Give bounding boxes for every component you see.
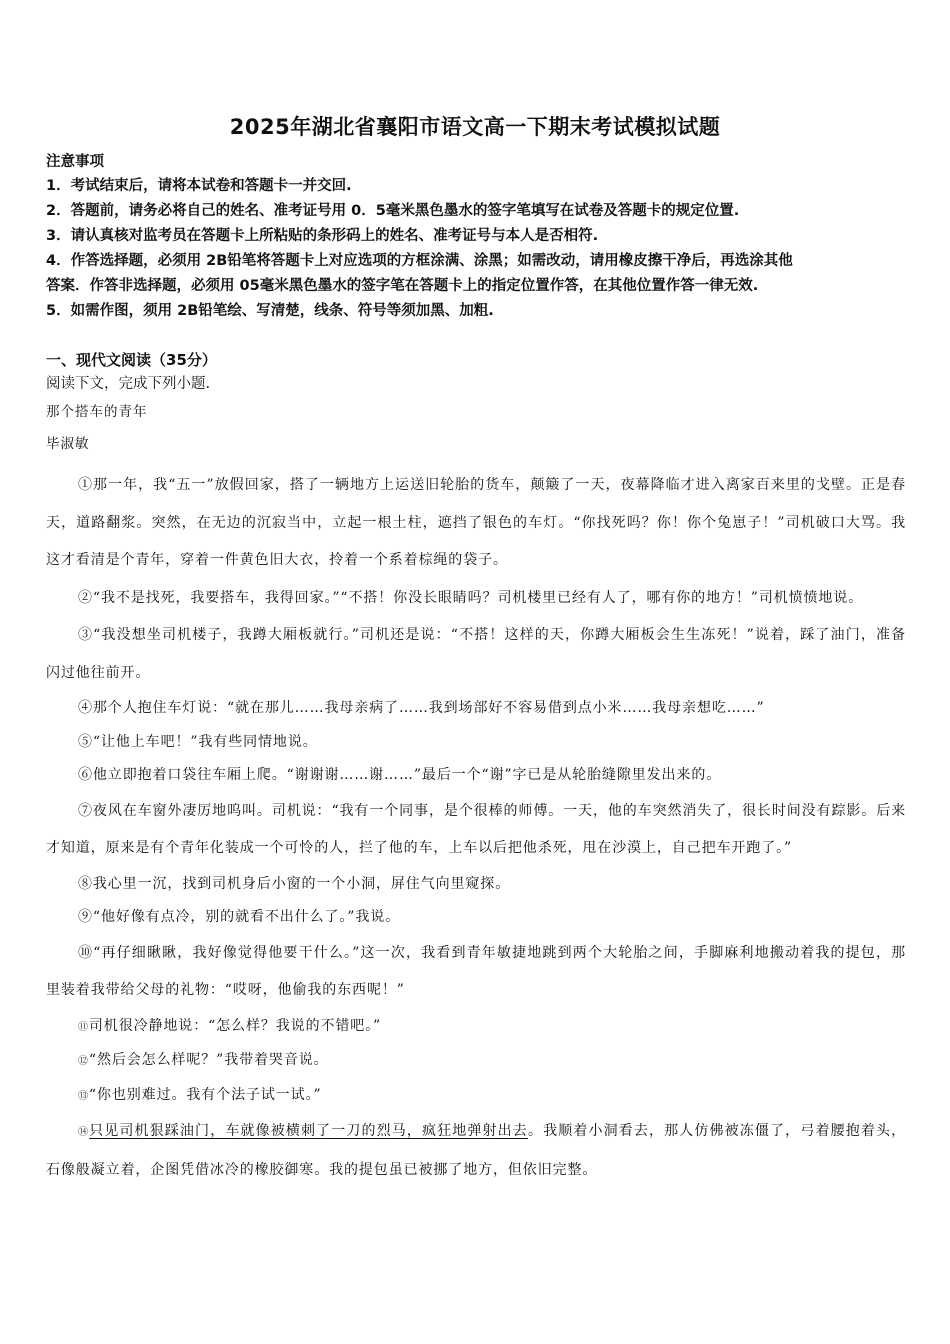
paragraph-number: ① <box>78 477 94 493</box>
paragraph <box>46 1113 906 1189</box>
notice-item: 答案．作答非选择题，必须用 05毫米黑色墨水的签字笔在答题卡上的指定位置作答，在其他位置作答一律无效. <box>46 278 759 294</box>
notice-item: 5．如需作图，须用 2B铅笔绘、写清楚，线条、符号等须加黑、加粗. <box>46 303 494 319</box>
paragraph-number: ⑧ <box>78 875 93 892</box>
paragraph <box>46 580 906 618</box>
paragraph-number: ⑦ <box>78 802 93 819</box>
paragraph <box>46 726 906 760</box>
underlined-sentence: 只见司机狠踩油门，车就像被横刺了一刀的烈马，疯狂地弹射出去 <box>89 1123 528 1139</box>
paragraph-text: “他好像有点冷，别的就看不出什么了。”我说。 <box>92 909 401 925</box>
section-instruction: 阅读下文，完成下列小题. <box>46 376 211 392</box>
paragraph-number: ⑫ <box>78 1056 89 1067</box>
paragraph-text: “你也别难过。我有个法子试一试。” <box>88 1086 322 1103</box>
story-author: 毕淑敏 <box>46 436 90 452</box>
paragraph-number: ⑨ <box>78 909 93 925</box>
paragraph <box>46 617 906 692</box>
paragraph-text: “我没想坐司机楼子，我蹲大厢板就行。”司机还是说：“不搭！这样的天，你蹲大厢板会生生冻死！”说着，踩了油门，准备闪过他往前开。 <box>46 627 906 681</box>
story-title: 那个搭车的青年 <box>46 404 148 420</box>
notice-item: 3．请认真核对监考员在答题卡上所粘贴的条形码上的姓名、准考证号与本人是否相符. <box>46 228 599 244</box>
paragraph <box>46 793 906 868</box>
paragraph-text: 他立即抱着口袋往车厢上爬。“谢谢谢……谢……”最后一个“谢”字已是从轮胎缝隙里发出来的。 <box>92 767 722 783</box>
paragraph <box>46 467 906 580</box>
paragraph-number: ③ <box>78 627 94 643</box>
paragraph-number: ⑬ <box>78 1090 89 1102</box>
paragraph-number: ④ <box>78 700 93 716</box>
paragraph <box>46 901 906 935</box>
paragraph <box>46 692 906 726</box>
paragraph-number: ② <box>78 589 93 606</box>
paragraph-text: “我不是找死，我要搭车，我得回家。”“不搭！你没长眼睛吗？司机楼里已经有人了，哪有你的地方！”司机愤愤地说。 <box>92 589 864 606</box>
paragraph-number: ⑤ <box>78 733 93 750</box>
paragraph-text: 我心里一沉，找到司机身后小窗的一个小洞，屏住气向里窥探。 <box>92 875 511 892</box>
paragraph-text: 那一年，我“五一”放假回家，搭了一辆地方上运送旧轮胎的货车，颠簸了一天，夜幕降临才进入离家百来里的戈壁。正是春天，道路翻浆。突然，在无边的沉寂当中，立起一根土柱，遮挡了银色的车灯。“你找死吗？你！你个兔崽子！”司机破口大骂。我这才看清是个青年，穿着一件黄色旧大衣，拎着一个系着棕绳的袋子。 <box>46 477 907 568</box>
paragraph-text: 。我顺着小洞看去，那人仿佛被冻僵了，弓着腰抱着头，石像般凝立着，企图凭借冰冷的橡胶御寒。我的提包虽已被挪了地方，但依旧完整。 <box>46 1123 907 1178</box>
paragraph-text: 那个人抱住车灯说：“就在那儿……我母亲病了……我到场部好不容易借到点小米……我母亲想吃……” <box>92 700 765 716</box>
reading-section-header <box>46 348 916 460</box>
paragraph-text: “然后会怎么样呢？”我带着哭音说。 <box>88 1052 329 1068</box>
paragraph-text: 司机很冷静地说：“怎么样？我说的不错吧。” <box>88 1017 382 1034</box>
story-body <box>46 467 906 1189</box>
notice-item: 2．答题前，请务必将自己的姓名、准考证号用 0．5毫米黑色墨水的签字笔填写在试卷及答题卡的规定位置. <box>46 203 740 219</box>
paragraph-number: ⑩ <box>78 944 94 961</box>
paragraph-number: ⑪ <box>78 1021 89 1033</box>
paragraph <box>46 868 906 902</box>
paragraph-text: “再仔细瞅瞅，我好像觉得他要干什么。”这一次，我看到青年敏捷地跳到两个大轮胎之间，手脚麻利地搬动着我的提包，那里装着我带给父母的礼物：“哎呀，他偷我的东西呢！” <box>46 944 907 998</box>
notice-item: 1．考试结束后，请将本试卷和答题卡一并交回. <box>46 178 352 194</box>
paragraph <box>46 759 906 793</box>
paragraph <box>46 1044 906 1079</box>
section-heading: 一、现代文阅读（35分） <box>46 351 217 369</box>
page-title: 2025年湖北省襄阳市语文高一下期末考试模拟试题 <box>229 115 721 139</box>
paragraph-text: “让他上车吧！”我有些同情地说。 <box>92 733 318 750</box>
paragraph-number: ⑥ <box>78 767 93 783</box>
notice-block <box>46 150 916 324</box>
notice-item: 4．作答选择题，必须用 2B铅笔将答题卡上对应选项的方框涂满、涂黑；如需改动，请用橡皮擦干净后，再选涂其他 <box>46 253 793 269</box>
paragraph-text: 夜风在车窗外凄厉地呜叫。司机说：“我有一个同事，是个很棒的师傅。一天，他的车突然消失了，很长时间没有踪影。后来才知道，原来是有个青年化装成一个可怜的人，拦了他的车，上车以后把他杀死，甩在沙漠上，自己把车开跑了。” <box>46 802 907 856</box>
paragraph-number: ⑭ <box>78 1127 90 1138</box>
notice-heading: 注意事项 <box>46 154 104 170</box>
paragraph <box>46 1010 906 1045</box>
paragraph <box>46 935 906 1010</box>
paragraph <box>46 1079 906 1114</box>
